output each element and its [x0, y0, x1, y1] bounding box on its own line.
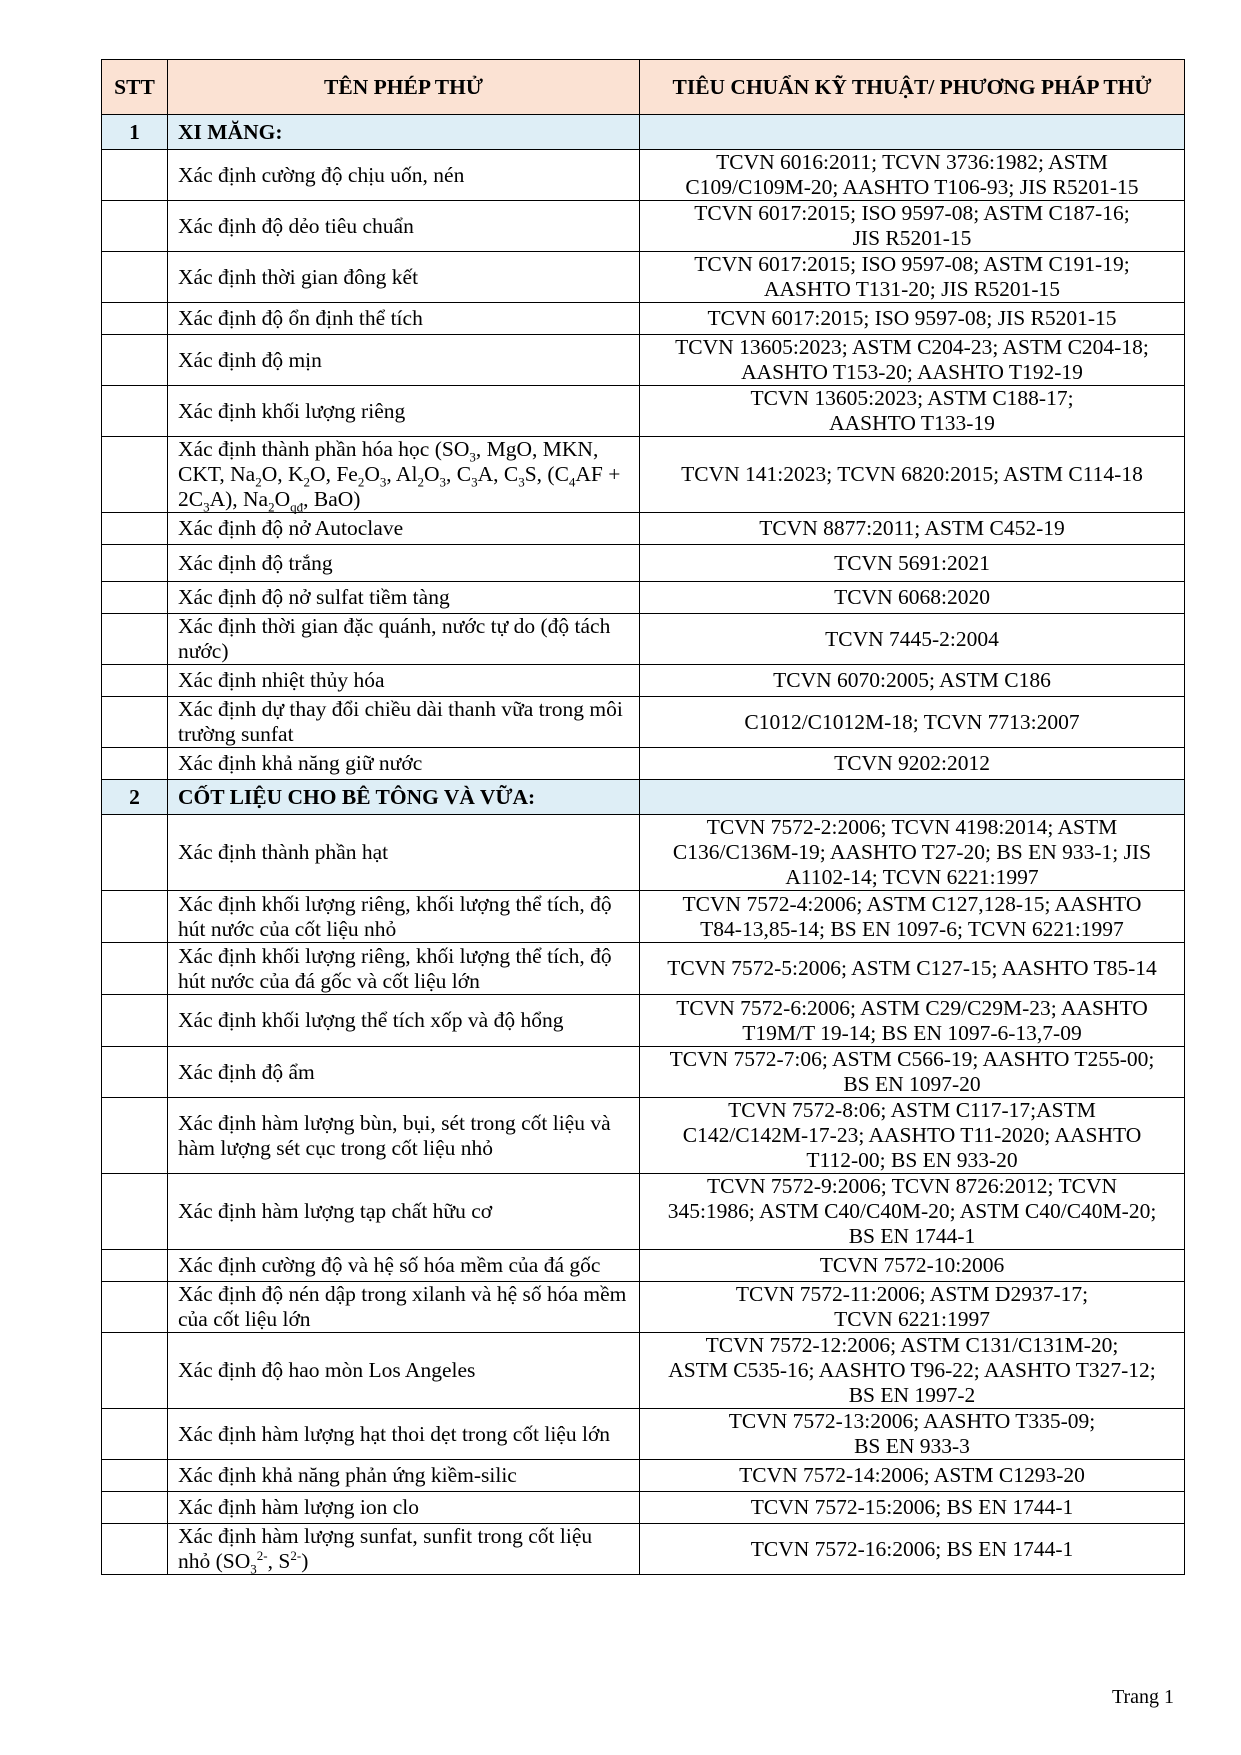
- subscript: 3: [379, 474, 387, 490]
- header-stt: STT: [102, 60, 168, 115]
- test-name-cell: [168, 201, 640, 252]
- formula-text: AF + 2C: [178, 462, 621, 511]
- table-row: [102, 943, 1185, 995]
- stt-cell: [102, 697, 168, 748]
- standard-line: BS EN 1097-20: [843, 1072, 981, 1096]
- standard-line: T19M/T 19-14; BS EN 1097-6-13,7-09: [742, 1020, 1082, 1045]
- formula-text: (SO: [210, 1549, 251, 1573]
- test-name: Xác định độ trắng: [178, 550, 333, 575]
- stt-cell: [102, 1492, 168, 1524]
- stt-cell: [102, 545, 168, 582]
- superscript: 2-: [290, 1547, 302, 1563]
- subscript: 2: [268, 499, 275, 515]
- standard-cell: [640, 748, 1185, 780]
- standard-line: TCVN 6017:2015; ISO 9597-08; ASTM C191-19;: [694, 252, 1130, 276]
- table-row: [102, 335, 1185, 386]
- test-name-cell: [168, 1282, 640, 1333]
- test-name: Xác định hàm lượng hạt thoi dẹt trong cốt liệu lớn: [178, 1421, 611, 1446]
- formula-text: S,: [524, 462, 543, 486]
- stt-cell: [102, 943, 168, 995]
- table-row: [102, 697, 1185, 748]
- test-name: Xác định thời gian đặc quánh, nước tự do (độ tách nước): [178, 614, 611, 663]
- standard-line: TCVN 7572-11:2006; ASTM D2937-17;: [735, 1282, 1089, 1306]
- test-name-cell: [168, 513, 640, 545]
- test-name-cell: [168, 1409, 640, 1460]
- standard-line: C109/C109M-20; AASHTO T106-93; JIS R5201-15: [685, 175, 1139, 199]
- standard-cell: [640, 252, 1185, 303]
- test-name-cell: [168, 582, 640, 614]
- standard-line: TCVN 6017:2015; ISO 9597-08; ASTM C187-16;: [694, 201, 1130, 225]
- stt-cell: [102, 1524, 168, 1575]
- table-row: [102, 995, 1185, 1047]
- standard-line: TCVN 7572-7:06; ASTM C566-19; AASHTO T255-00;: [669, 1047, 1155, 1071]
- test-name-cell: [168, 995, 640, 1047]
- standard-line: TCVN 13605:2023; ASTM C188-17;: [750, 386, 1074, 410]
- standard-line: AASHTO T153-20; AASHTO T192-19: [741, 360, 1083, 384]
- test-name: Xác định cường độ chịu uốn, nén: [178, 162, 465, 187]
- stt-cell: [102, 748, 168, 780]
- formula-text: , Al: [386, 462, 418, 486]
- stt-cell: [102, 1174, 168, 1250]
- test-name-cell: [168, 1460, 640, 1492]
- test-name-cell: [168, 748, 640, 780]
- standard-line: BS EN 1997-2: [848, 1383, 976, 1407]
- standard-cell: [640, 150, 1185, 201]
- stt-cell: [102, 437, 168, 513]
- test-name-cell: [168, 1250, 640, 1282]
- stt-cell: [102, 1460, 168, 1492]
- table-row: [102, 1047, 1185, 1098]
- section-number: 2: [102, 780, 168, 815]
- formula-text: A), Na: [209, 487, 269, 511]
- standard-line: JIS R5201-15: [852, 226, 972, 250]
- section-title: CỐT LIỆU CHO BÊ TÔNG VÀ VỮA:: [168, 780, 640, 815]
- test-name: Xác định nhiệt thủy hóa: [178, 668, 385, 692]
- test-name: Xác định khả năng phản ứng kiềm-silic: [178, 1463, 517, 1487]
- subscript: 2: [357, 474, 365, 490]
- standard-line: TCVN 9202:2012: [834, 751, 990, 775]
- standard-cell: [640, 665, 1185, 697]
- stt-cell: [102, 891, 168, 943]
- stt-cell: [102, 252, 168, 303]
- section-row: [102, 115, 1185, 150]
- standard-line: TCVN 8877:2011; ASTM C452-19: [759, 516, 1065, 540]
- test-name: Xác định độ nở Autoclave: [178, 516, 404, 540]
- standard-line: TCVN 7572-4:2006; ASTM C127,128-15; AASHTO: [682, 891, 1142, 916]
- standard-cell: [640, 995, 1185, 1047]
- subscript: 3: [518, 474, 525, 490]
- subscript: 3: [203, 499, 210, 515]
- standard-cell: [640, 1250, 1185, 1282]
- standard-line: TCVN 7572-5:2006; ASTM C127-15; AASHTO T85-14: [667, 956, 1157, 980]
- stt-cell: [102, 1098, 168, 1174]
- subscript: 2: [255, 474, 262, 490]
- section-empty-cell: [640, 780, 1185, 815]
- formula-text: , C: [445, 462, 472, 486]
- stt-cell: [102, 1047, 168, 1098]
- standard-cell: [640, 1282, 1185, 1333]
- standard-cell: [640, 437, 1185, 513]
- standard-cell: [640, 697, 1185, 748]
- standard-line: TCVN 7572-13:2006; AASHTO T335-09;: [728, 1409, 1096, 1433]
- standard-cell: [640, 891, 1185, 943]
- standard-cell: [640, 614, 1185, 665]
- table-row: [102, 1098, 1185, 1174]
- standard-cell: [640, 1524, 1185, 1575]
- stt-cell: [102, 815, 168, 891]
- test-name: Xác định hàm lượng tạp chất hữu cơ: [178, 1199, 493, 1223]
- standard-cell: [640, 1098, 1185, 1174]
- test-name: Xác định thời gian đông kết: [178, 264, 419, 289]
- formula-text: O: [364, 462, 380, 486]
- standard-line: C136/C136M-19; AASHTO T27-20; BS EN 933-1; JIS: [672, 840, 1152, 864]
- test-name-cell: [168, 545, 640, 582]
- superscript: 2-: [256, 1547, 268, 1563]
- standard-line: T112-00; BS EN 933-20: [806, 1148, 1018, 1172]
- standard-line: TCVN 13605:2023; ASTM C204-23; ASTM C204-18;: [675, 335, 1149, 359]
- standard-line: TCVN 7572-15:2006; BS EN 1744-1: [750, 1495, 1074, 1519]
- stt-cell: [102, 386, 168, 437]
- standard-cell: [640, 1460, 1185, 1492]
- subscript: 3: [469, 449, 476, 465]
- table-row: [102, 513, 1185, 545]
- test-name: Xác định độ hao mòn Los Angeles: [178, 1358, 476, 1382]
- section-number: 1: [102, 115, 168, 150]
- subscript: 2: [303, 474, 311, 490]
- standard-cell: [640, 943, 1185, 995]
- stt-cell: [102, 335, 168, 386]
- standard-cell: [640, 1174, 1185, 1250]
- subscript: 3: [250, 1561, 257, 1577]
- subscript: 4: [568, 474, 576, 490]
- standard-cell: [640, 545, 1185, 582]
- test-name-cell: [168, 1492, 640, 1524]
- page-number: Trang 1: [1111, 1686, 1174, 1708]
- test-name: Xác định hàm lượng ion clo: [178, 1495, 419, 1519]
- standard-cell: [640, 386, 1185, 437]
- formula-text: SO: [441, 437, 470, 461]
- standard-line: TCVN 7445-2:2004: [825, 626, 999, 651]
- table-row: [102, 1282, 1185, 1333]
- table-row: [102, 1250, 1185, 1282]
- formula-text: , MgO, MKN,: [475, 437, 599, 461]
- formula-text: ): [301, 1549, 309, 1573]
- stt-cell: [102, 995, 168, 1047]
- standard-cell: [640, 303, 1185, 335]
- test-name: Xác định khối lượng riêng: [178, 398, 406, 423]
- table-row: [102, 815, 1185, 891]
- standard-line: TCVN 6221:1997: [834, 1307, 990, 1331]
- test-name-cell: [168, 386, 640, 437]
- table-row: [102, 1460, 1185, 1492]
- test-name: Xác định hàm lượng sunfat, sunfit trong cốt liệu nhỏ: [178, 1524, 593, 1573]
- table-row: [102, 252, 1185, 303]
- table-row: [102, 201, 1185, 252]
- test-name-cell: [168, 1174, 640, 1250]
- test-name: Xác định thành phần hạt: [178, 840, 389, 864]
- header-standard: TIÊU CHUẨN KỸ THUẬT/ PHƯƠNG PHÁP THỬ: [640, 60, 1185, 115]
- test-name-cell: [168, 614, 640, 665]
- stt-cell: [102, 201, 168, 252]
- standard-cell: [640, 1409, 1185, 1460]
- test-name: Xác định độ nở sulfat tiềm tàng: [178, 585, 450, 609]
- standard-line: TCVN 6070:2005; ASTM C186: [773, 668, 1051, 692]
- test-name: Xác định dự thay đổi chiều dài thanh vữa trong môi trường sunfat: [178, 697, 623, 746]
- formula-text: (C: [547, 462, 569, 486]
- test-name: Xác định cường độ và hệ số hóa mềm của đá gốc: [178, 1253, 601, 1277]
- test-name: Xác định độ ẩm: [178, 1059, 315, 1084]
- table-row: [102, 1409, 1185, 1460]
- formula-text: O: [274, 487, 291, 511]
- stt-cell: [102, 1250, 168, 1282]
- stt-cell: [102, 665, 168, 697]
- test-name-cell: [168, 303, 640, 335]
- table-header-row: [102, 60, 1185, 115]
- standard-line: TCVN 7572-2:2006; TCVN 4198:2014; ASTM: [706, 815, 1118, 839]
- standard-line: TCVN 141:2023; TCVN 6820:2015; ASTM C114-18: [681, 462, 1143, 486]
- test-name-cell: [168, 150, 640, 201]
- stt-cell: [102, 614, 168, 665]
- standard-cell: [640, 1492, 1185, 1524]
- test-name-cell: [168, 697, 640, 748]
- table-row: [102, 1492, 1185, 1524]
- formula-text: CKT, Na: [178, 462, 256, 486]
- table-row: [102, 1174, 1185, 1250]
- test-name: Xác định độ mịn: [178, 347, 322, 372]
- standard-line: T84-13,85-14; BS EN 1097-6; TCVN 6221:1997: [700, 916, 1124, 941]
- table-row: [102, 437, 1185, 513]
- standard-line: BS EN 933-3: [854, 1434, 970, 1458]
- test-name-cell: [168, 665, 640, 697]
- test-name-cell: [168, 1333, 640, 1409]
- subscript: 2: [417, 474, 424, 490]
- standard-line: AASHTO T131-20; JIS R5201-15: [763, 277, 1061, 301]
- standard-cell: [640, 335, 1185, 386]
- test-name: Xác định khối lượng riêng, khối lượng thể tích, độ hút nước của cốt liệu nhỏ: [178, 891, 612, 941]
- standard-cell: [640, 1333, 1185, 1409]
- test-name: Xác định khả năng giữ nước: [178, 751, 423, 775]
- standard-line: C1012/C1012M-18; TCVN 7713:2007: [744, 709, 1080, 734]
- standard-line: C142/C142M-17-23; AASHTO T11-2020; AASHTO: [682, 1123, 1142, 1147]
- standard-line: TCVN 7572-9:2006; TCVN 8726:2012; TCVN: [706, 1174, 1118, 1198]
- standard-line: 345:1986; ASTM C40/C40M-20; ASTM C40/C40M-20;: [667, 1199, 1157, 1223]
- chem-formula: Xác định thành phần hóa học ($SO_3$, MgO, MKN, CKT, $Na_2O$, $K_2O$, $Fe_2O_3$, $Al_2O_3$, $C_3A$, $C_3S$, $(C_4AF + 2C_3A)$, $Na_2O_{qđ}$, BaO): [178, 437, 621, 515]
- formula-text: , BaO): [303, 487, 361, 511]
- test-name-cell: [168, 815, 640, 891]
- test-name-cell: [168, 1047, 640, 1098]
- standard-line: TCVN 7572-14:2006; ASTM C1293-20: [739, 1463, 1085, 1487]
- table-row: [102, 545, 1185, 582]
- standard-cell: [640, 582, 1185, 614]
- test-name-cell: [168, 252, 640, 303]
- section-title: XI MĂNG:: [168, 115, 640, 150]
- table-row: [102, 386, 1185, 437]
- stt-cell: [102, 582, 168, 614]
- standard-line: TCVN 7572-12:2006; ASTM C131/C131M-20;: [705, 1333, 1119, 1357]
- standard-line: TCVN 6017:2015; ISO 9597-08; JIS R5201-15: [707, 306, 1117, 330]
- formula-text: O, K: [261, 462, 304, 486]
- section-empty-cell: [640, 115, 1185, 150]
- stt-cell: [102, 1282, 168, 1333]
- stt-cell: [102, 150, 168, 201]
- test-name-cell: [168, 943, 640, 995]
- standard-line: TCVN 5691:2021: [834, 550, 990, 575]
- formula-text: O, Fe: [310, 462, 358, 486]
- table-row: [102, 303, 1185, 335]
- formula-text: Xác định thành phần hóa học: [178, 437, 430, 461]
- standard-line: TCVN 7572-10:2006: [819, 1253, 1005, 1277]
- standard-cell: [640, 815, 1185, 891]
- stt-cell: [102, 303, 168, 335]
- test-name-cell: [168, 437, 640, 513]
- table-row: [102, 891, 1185, 943]
- table-body: [102, 115, 1185, 1575]
- test-name-cell: [168, 1098, 640, 1174]
- test-name: Xác định độ nén dập trong xilanh và hệ số hóa mềm của cốt liệu lớn: [178, 1282, 627, 1331]
- table-row: [102, 582, 1185, 614]
- standard-line: TCVN 6068:2020: [834, 585, 990, 609]
- test-name: Xác định khối lượng thể tích xốp và độ hổng: [178, 1008, 564, 1032]
- stt-cell: [102, 1333, 168, 1409]
- test-name-cell: [168, 335, 640, 386]
- standard-line: BS EN 1744-1: [848, 1224, 976, 1248]
- stt-cell: [102, 513, 168, 545]
- standard-line: TCVN 7572-8:06; ASTM C117-17;ASTM: [728, 1098, 1096, 1122]
- standard-line: A1102-14; TCVN 6221:1997: [785, 865, 1039, 889]
- subscript: qđ: [290, 499, 304, 515]
- standard-line: ASTM C535-16; AASHTO T96-22; AASHTO T327-12;: [668, 1358, 1156, 1382]
- stt-cell: [102, 1409, 168, 1460]
- section-row: [102, 780, 1185, 815]
- standard-line: AASHTO T133-19: [829, 411, 995, 435]
- subscript: 3: [439, 474, 446, 490]
- formula-text: O: [423, 462, 440, 486]
- test-name-cell: [168, 1524, 640, 1575]
- test-name-cell: [168, 891, 640, 943]
- formula-text: A, C: [477, 462, 519, 486]
- test-name: Xác định độ dẻo tiêu chuẩn: [178, 213, 414, 238]
- formula-text: , S: [267, 1549, 291, 1573]
- standard-line: TCVN 7572-6:2006; ASTM C29/C29M-23; AASHTO: [676, 995, 1148, 1020]
- standard-cell: [640, 513, 1185, 545]
- test-name: Xác định hàm lượng bùn, bụi, sét trong cốt liệu và hàm lượng sét cục trong cốt liệu nhỏ: [178, 1110, 611, 1160]
- test-name: Xác định độ ổn định thể tích: [178, 306, 423, 330]
- standard-line: TCVN 7572-16:2006; BS EN 1744-1: [750, 1536, 1074, 1561]
- table-row: [102, 748, 1185, 780]
- table-row: [102, 614, 1185, 665]
- test-name: Xác định khối lượng riêng, khối lượng thể tích, độ hút nước của đá gốc và cốt liệu lớn: [178, 943, 612, 993]
- standard-cell: [640, 201, 1185, 252]
- test-standards-table: [101, 59, 1185, 1575]
- table-row: [102, 1524, 1185, 1575]
- table-row: [102, 665, 1185, 697]
- subscript: 3: [471, 474, 478, 490]
- standard-cell: [640, 1047, 1185, 1098]
- table-row: [102, 150, 1185, 201]
- table-row: [102, 1333, 1185, 1409]
- header-test-name: TÊN PHÉP THỬ: [168, 60, 640, 115]
- standard-line: TCVN 6016:2011; TCVN 3736:1982; ASTM: [716, 150, 1108, 174]
